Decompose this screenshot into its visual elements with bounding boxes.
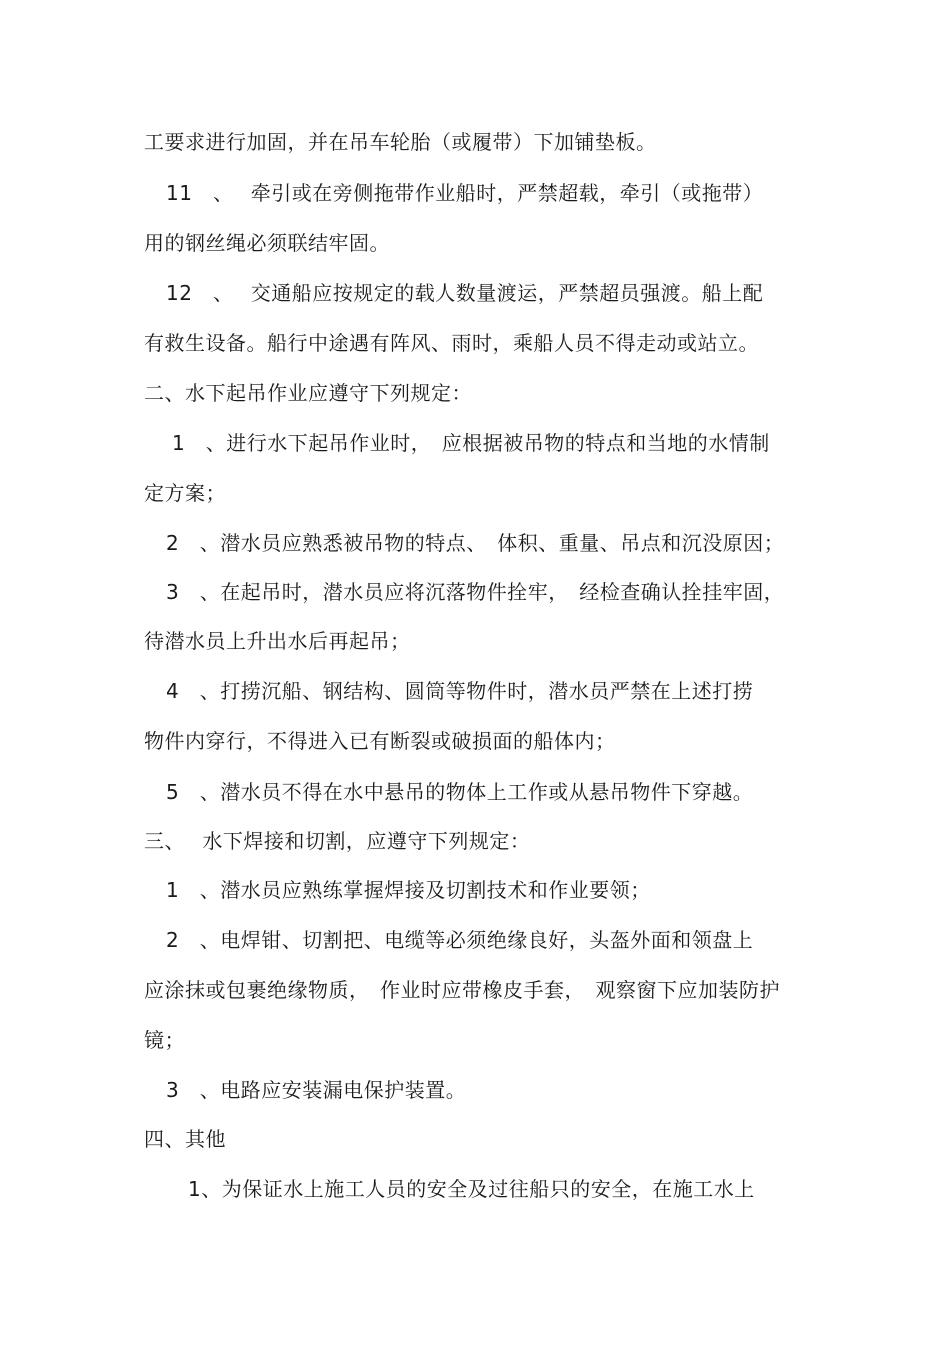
text-line: 1 、潜水员应熟练掌握焊接及切割技术和作业要领； [166, 878, 651, 902]
text-line: 镜； [144, 1028, 185, 1052]
text-line: 1 、进行水下起吊作业时， 应根据被吊物的特点和当地的水情制 [172, 431, 770, 455]
text-line: 3 、在起吊时，潜水员应将沉落物件拴牢， 经检查确认拴挂牢固， [166, 580, 785, 604]
text-line: 11 、 牵引或在旁侧拖带作业船时，严禁超载，牵引（或拖带） [166, 181, 764, 205]
text-line: 2 、潜水员应熟悉被吊物的特点、 体积、重量、吊点和沉没原因； [166, 531, 785, 555]
section-heading: 三、 水下焊接和切割，应遵守下列规定： [144, 829, 531, 853]
text-line: 物件内穿行，不得进入已有断裂或破损面的船体内； [144, 729, 616, 753]
text-line: 应涂抹或包裹绝缘物质， 作业时应带橡皮手套， 观察窗下应加装防护 [144, 978, 780, 1002]
text-line: 12 、 交通船应按规定的载人数量渡运，严禁超员强渡。船上配 [166, 281, 764, 305]
text-line: 待潜水员上升出水后再起吊； [144, 629, 411, 653]
text-line: 工要求进行加固，并在吊车轮胎（或履带）下加铺垫板。 [144, 130, 657, 154]
text-line: 4 、打捞沉船、钢结构、圆筒等物件时，潜水员严禁在上述打捞 [166, 679, 754, 703]
section-heading: 四、其他 [144, 1127, 226, 1151]
text-line: 5 、潜水员不得在水中悬吊的物体上工作或从悬吊物件下穿越。 [166, 780, 754, 804]
text-line: 3 、电路应安装漏电保护装置。 [166, 1078, 467, 1102]
section-heading: 二、水下起吊作业应遵守下列规定： [144, 381, 472, 405]
text-line: 定方案； [144, 481, 226, 505]
text-line: 有救生设备。船行中途遇有阵风、雨时，乘船人员不得走动或站立。 [144, 331, 759, 355]
text-line: 2 、电焊钳、切割把、电缆等必须绝缘良好，头盔外面和领盘上 [166, 928, 754, 952]
text-line: 1、为保证水上施工人员的安全及过往船只的安全，在施工水上 [188, 1177, 755, 1201]
text-line: 用的钢丝绳必须联结牢固。 [144, 231, 390, 255]
